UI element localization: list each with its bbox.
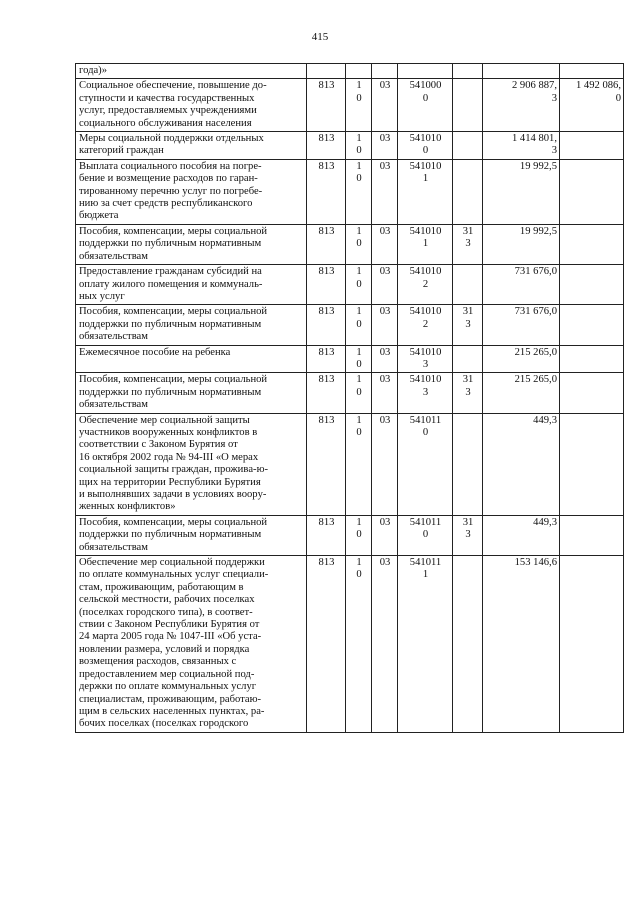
amount-2-cell <box>560 373 624 413</box>
table-row <box>76 79 624 132</box>
amount-2-cell <box>560 515 624 555</box>
table-row <box>76 159 624 224</box>
amount-2-cell <box>560 265 624 305</box>
expense-type-cell <box>453 265 483 305</box>
target-article-cell: 541010 1 <box>398 224 453 264</box>
subsection-code-cell: 03 <box>372 265 398 305</box>
section-code-cell: 1 0 <box>346 373 372 413</box>
row-name-cell: Ежемесячное пособие на ребенка <box>76 345 307 373</box>
target-article-cell: 541011 1 <box>398 556 453 733</box>
row-name-cell: Обеспечение мер социальной защиты участников вооруженных конфликтов в соответствии с Законом Бурятия от 16 октября 2002 года № 94-III «О мерах социальной защиты граждан, проживa-ю- щих на территории Республики Бурятия и выполнявших задачи в условиях вооpу- женных конфликтов» <box>76 413 307 515</box>
amount-1-cell: 2 906 887, 3 <box>483 79 560 132</box>
amount-2-cell <box>560 224 624 264</box>
table-row <box>76 413 624 515</box>
section-code-cell: 1 0 <box>346 224 372 264</box>
target-article-cell: 541011 0 <box>398 413 453 515</box>
amount-2-cell <box>560 132 624 160</box>
target-article-cell: 541011 0 <box>398 515 453 555</box>
table-row <box>76 305 624 345</box>
table-row <box>76 64 624 79</box>
grbs-code-cell: 813 <box>307 556 346 733</box>
expense-type-cell <box>453 345 483 373</box>
grbs-code-cell: 813 <box>307 79 346 132</box>
grbs-code-cell: 813 <box>307 132 346 160</box>
expense-type-cell: 31 3 <box>453 224 483 264</box>
section-code-cell <box>346 64 372 79</box>
amount-1-cell: 153 146,6 <box>483 556 560 733</box>
row-name-cell: Пособия, компенсации, меры социальной поддержки по публичным нормативным обязательствам <box>76 305 307 345</box>
amount-1-cell: 19 992,5 <box>483 224 560 264</box>
table-row <box>76 515 624 555</box>
subsection-code-cell: 03 <box>372 413 398 515</box>
amount-1-cell: 449,3 <box>483 413 560 515</box>
subsection-code-cell: 03 <box>372 79 398 132</box>
section-code-cell: 1 0 <box>346 265 372 305</box>
row-name-cell: Обеспечение мер социальной поддержки по оплате коммунальных услуг специали- стам, проживающим, работающим в сельской местности, рабочих поселках (поселках городского типа), в соответ- ствии с Законом Республики Бурятия от 24 марта 2005 года № 1047-III «Об уста- новлении размера, условий и порядка возмещения расходов, связанных с предоставлением мер социальной под- держки по оплате коммунальных услуг специалистам, проживающим, работаю- щим в сельских населенных пунктах, ра- бочих поселках (поселках городского <box>76 556 307 733</box>
expense-type-cell <box>453 159 483 224</box>
table-row <box>76 556 624 733</box>
row-name-cell: года)» <box>76 64 307 79</box>
table-row <box>76 132 624 160</box>
section-code-cell: 1 0 <box>346 132 372 160</box>
table-row <box>76 345 624 373</box>
subsection-code-cell: 03 <box>372 345 398 373</box>
subsection-code-cell: 03 <box>372 224 398 264</box>
amount-1-cell: 731 676,0 <box>483 265 560 305</box>
amount-2-cell <box>560 159 624 224</box>
grbs-code-cell: 813 <box>307 224 346 264</box>
row-name-cell: Пособия, компенсации, меры социальной поддержки по публичным нормативным обязательствам <box>76 373 307 413</box>
subsection-code-cell: 03 <box>372 305 398 345</box>
expense-type-cell <box>453 79 483 132</box>
expense-type-cell <box>453 64 483 79</box>
grbs-code-cell: 813 <box>307 515 346 555</box>
target-article-cell: 541010 3 <box>398 345 453 373</box>
grbs-code-cell: 813 <box>307 373 346 413</box>
section-code-cell: 1 0 <box>346 515 372 555</box>
row-name-cell: Выплата социального пособия на погре- бение и возмещение расходов по гаран- тированному перечню услуг по погребе- нию за счет средств республиканского бюджета <box>76 159 307 224</box>
expense-type-cell: 31 3 <box>453 515 483 555</box>
expense-type-cell <box>453 556 483 733</box>
amount-2-cell: 1 492 086, 0 <box>560 79 624 132</box>
row-name-cell: Социальное обеспечение, повышение до- ступности и качества государственных услуг, предоставляемых учреждениями социального обслуживания населения <box>76 79 307 132</box>
subsection-code-cell: 03 <box>372 515 398 555</box>
subsection-code-cell: 03 <box>372 556 398 733</box>
row-name-cell: Предоставление гражданам субсидий на оплату жилого помещения и коммуналь- ных услуг <box>76 265 307 305</box>
grbs-code-cell: 813 <box>307 265 346 305</box>
target-article-cell <box>398 64 453 79</box>
amount-1-cell: 449,3 <box>483 515 560 555</box>
subsection-code-cell: 03 <box>372 132 398 160</box>
grbs-code-cell: 813 <box>307 413 346 515</box>
amount-2-cell <box>560 556 624 733</box>
section-code-cell: 1 0 <box>346 305 372 345</box>
table-row <box>76 265 624 305</box>
grbs-code-cell: 813 <box>307 345 346 373</box>
target-article-cell: 541010 2 <box>398 305 453 345</box>
expense-type-cell <box>453 132 483 160</box>
section-code-cell: 1 0 <box>346 79 372 132</box>
section-code-cell: 1 0 <box>346 556 372 733</box>
section-code-cell: 1 0 <box>346 345 372 373</box>
row-name-cell: Меры социальной поддержки отдельных категорий граждан <box>76 132 307 160</box>
grbs-code-cell: 813 <box>307 159 346 224</box>
expense-type-cell: 31 3 <box>453 305 483 345</box>
amount-1-cell <box>483 64 560 79</box>
row-name-cell: Пособия, компенсации, меры социальной поддержки по публичным нормативным обязательствам <box>76 515 307 555</box>
amount-2-cell <box>560 64 624 79</box>
target-article-cell: 541010 2 <box>398 265 453 305</box>
table-row <box>76 224 624 264</box>
amount-1-cell: 215 265,0 <box>483 373 560 413</box>
section-code-cell: 1 0 <box>346 413 372 515</box>
amount-1-cell: 215 265,0 <box>483 345 560 373</box>
target-article-cell: 541000 0 <box>398 79 453 132</box>
amount-2-cell <box>560 305 624 345</box>
grbs-code-cell <box>307 64 346 79</box>
page-number: 415 <box>311 31 329 43</box>
amount-1-cell: 19 992,5 <box>483 159 560 224</box>
target-article-cell: 541010 3 <box>398 373 453 413</box>
grbs-code-cell: 813 <box>307 305 346 345</box>
amount-2-cell <box>560 413 624 515</box>
subsection-code-cell <box>372 64 398 79</box>
target-article-cell: 541010 0 <box>398 132 453 160</box>
budget-table <box>75 63 624 733</box>
section-code-cell: 1 0 <box>346 159 372 224</box>
amount-2-cell <box>560 345 624 373</box>
amount-1-cell: 731 676,0 <box>483 305 560 345</box>
expense-type-cell <box>453 413 483 515</box>
expense-type-cell: 31 3 <box>453 373 483 413</box>
row-name-cell: Пособия, компенсации, меры социальной поддержки по публичным нормативным обязательствам <box>76 224 307 264</box>
amount-1-cell: 1 414 801, 3 <box>483 132 560 160</box>
subsection-code-cell: 03 <box>372 373 398 413</box>
target-article-cell: 541010 1 <box>398 159 453 224</box>
subsection-code-cell: 03 <box>372 159 398 224</box>
table-row <box>76 373 624 413</box>
